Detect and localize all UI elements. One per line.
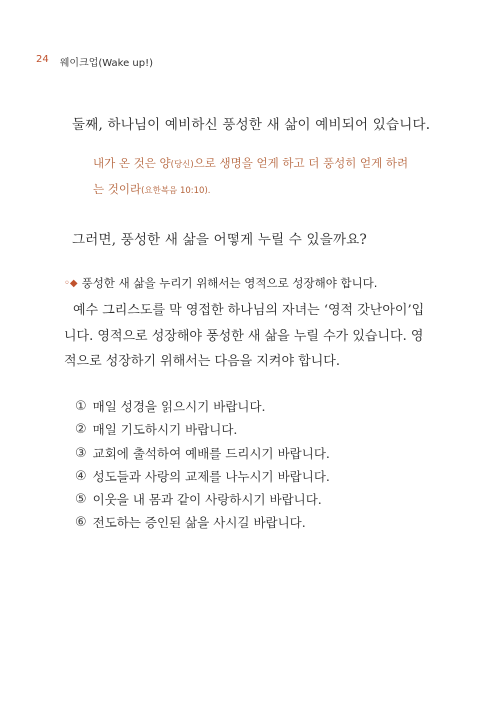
paragraph-question: 그러면, 풍성한 새 삶을 어떻게 누릴 수 있을까요?	[72, 232, 367, 248]
list-item	[75, 418, 330, 441]
list-item	[75, 465, 330, 488]
list-number: ④	[75, 468, 87, 484]
diamond-bullet-icon: ◦◆	[64, 277, 78, 289]
list-number: ⑥	[75, 515, 87, 531]
quote-text-end: 는 것이라	[93, 182, 142, 196]
body-line: 적으로 성장하기 위해서는 다음을 지켜야 합니다.	[64, 354, 340, 369]
list-item	[75, 442, 330, 465]
scripture-quote-line1	[93, 155, 408, 171]
scripture-reference: (요한복음 10:10).	[141, 186, 211, 196]
section-heading-text: 풍성한 새 삶을 누리기 위해서는 영적으로 성장해야 합니다.	[81, 276, 378, 290]
scripture-quote-line2	[93, 181, 210, 197]
list-number: ①	[75, 399, 87, 414]
list-text: 매일 성경을 읽으시기 바랍니다.	[92, 399, 266, 414]
list-text: 이웃을 내 몸과 같이 사랑하시기 바랍니다.	[92, 492, 322, 508]
list-number: ②	[75, 422, 87, 438]
page-header	[36, 54, 153, 69]
growth-steps-list	[75, 395, 330, 535]
list-item	[75, 511, 330, 534]
list-text: 교회에 출석하여 예배를 드리시기 바랍니다.	[92, 445, 330, 461]
list-text: 성도들과 사랑의 교제를 나누시기 바랍니다.	[92, 468, 330, 484]
quote-annotation: (당신)	[170, 160, 194, 170]
list-item	[75, 488, 330, 511]
list-text: 매일 기도하시기 바랍니다.	[92, 422, 238, 438]
body-line: 니다. 영적으로 성장해야 풍성한 새 삶을 누릴 수가 있습니다. 영	[64, 328, 424, 344]
section-heading	[64, 275, 377, 291]
list-number: ⑤	[75, 492, 87, 508]
body-line: 예수 그리스도를 막 영접한 하나님의 자녀는 ‘영적 갓난아이’입	[73, 303, 425, 318]
section-body	[64, 298, 424, 375]
page-number: 24	[36, 54, 49, 65]
book-title: 웨이크업(Wake up!)	[59, 58, 154, 69]
quote-text-rest: 으로 생명을 얻게 하고 더 풍성히 얻게 하려	[193, 156, 409, 170]
list-number: ③	[75, 445, 87, 461]
list-item	[75, 395, 330, 418]
paragraph-abundant-life: 둘째, 하나님이 예비하신 풍성한 새 삶이 예비되어 있습니다.	[72, 117, 431, 133]
list-text: 전도하는 증인된 삶을 사시길 바랍니다.	[92, 515, 306, 531]
quote-text: 내가 온 것은 양	[93, 156, 171, 170]
